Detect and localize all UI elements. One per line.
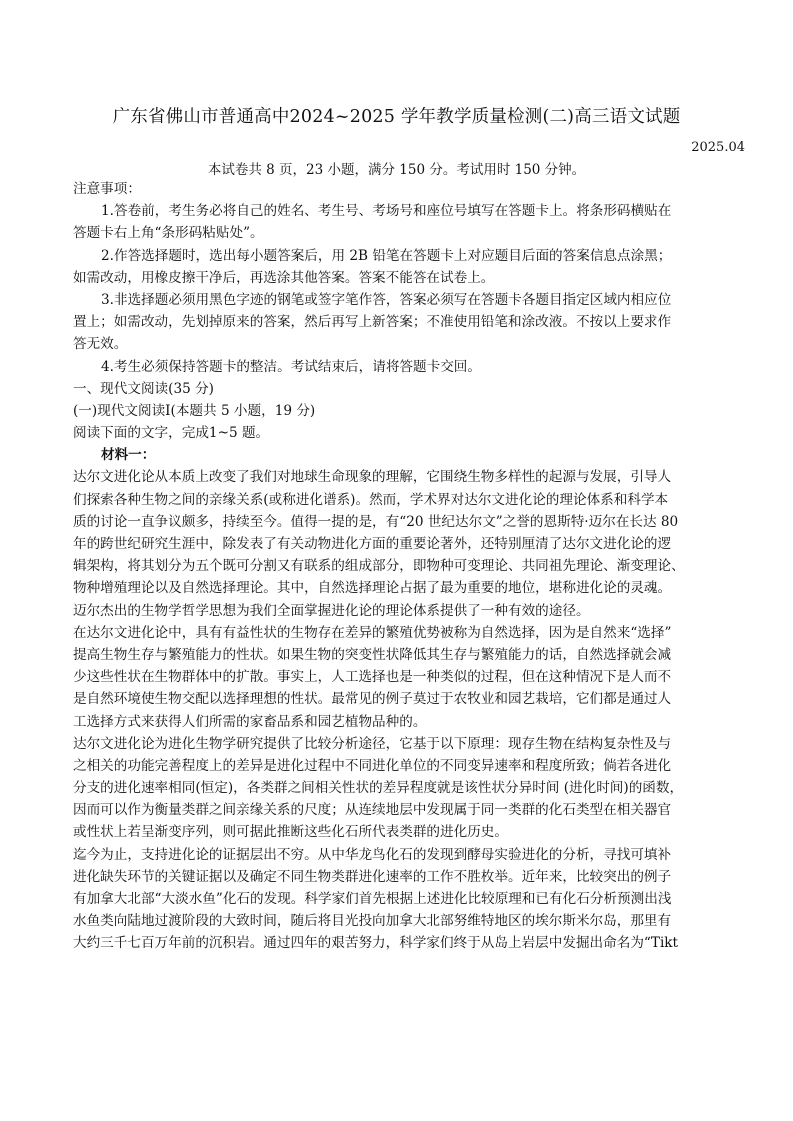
- passage-line: 之相关的功能完善程度上的差异是进化过程中不同进化单位的不同变异速率和程度所致；倘若各进化: [73, 757, 672, 774]
- passage-line: 达尔文进化论从本质上改变了我们对地球生命现象的理解，它围绕生物多样性的起源与发展，引导人: [73, 469, 672, 486]
- notice-item-1: 1.答卷前，考生务必将自己的姓名、考生号、考场号和座位号填写在答题卡上。将条形码横贴在: [101, 203, 672, 220]
- notice-item-3-end: 答无效。: [73, 336, 128, 353]
- notice-item-2-cont: 如需改动，用橡皮擦干净后，再选涂其他答案。答案不能答在试卷上。: [73, 269, 495, 286]
- notice-item-3-cont: 置上；如需改动，先划掉原来的答案，然后再写上新答案；不准使用铅笔和涂改液。不按以上要求作: [73, 314, 672, 331]
- passage-line: 辑架构，将其划分为五个既可分割又有联系的组成部分，即物种可变理论、共同祖先理论、渐变理论、: [73, 558, 685, 575]
- passage-line: 质的讨论一直争议颇多，持续至今。值得一提的是，有“20 世纪达尔文”之誉的恩斯特·迈尔在长达 80: [73, 513, 679, 530]
- passage-line: 进化缺失环节的关键证据以及确定不同生物类群进化速率的工作不胜枚举。近年来，比较突出的例子: [73, 868, 672, 885]
- passage-line: 年的跨世纪研究生涯中，除发表了有关动物进化方面的重要论著外，还特别厘清了达尔文进化论的逻: [73, 536, 672, 552]
- passage-line: 因而可以作为衡量类群之间亲缘关系的尺度；从连续地层中发现属于同一类群的化石类型在相关器官: [73, 802, 672, 819]
- passage-line: 是自然环境使生物交配以选择理想的性状。最常见的例子莫过于农牧业和园艺栽培，它们都是通过人: [73, 691, 672, 708]
- passage-line: 在达尔文进化论中，具有有益性状的生物存在差异的繁殖优势被称为自然选择，因为是自然来“选择”: [73, 624, 672, 641]
- notice-item-3: 3.非选择题必须用黑色字迹的钢笔或签字笔作答，答案必须写在答题卡各题目指定区域内相应位: [101, 291, 672, 308]
- passage-line: 物种增殖理论以及自然选择理论。其中，自然选择理论占据了最为重要的地位，堪称进化论的灵魂。: [73, 580, 672, 597]
- passage-paragraph-2: [73, 622, 721, 733]
- document-body: [73, 178, 721, 955]
- reading-instruction: 阅读下面的文字，完成1~5 题。: [73, 425, 270, 442]
- passage-line: 或性状上若呈渐变序列，则可据此推断这些化石所代表类群的进化历史。: [73, 824, 508, 841]
- passage-line: 少这些性状在生物群体中的扩散。事实上，人工选择也是一种类似的过程，但在这种情况下是人而不: [73, 669, 672, 686]
- passage-paragraph-4: [73, 844, 721, 955]
- passage-line: 工选择方式来获得人们所需的家畜品系和园艺植物品种的。: [73, 713, 427, 730]
- passage-line: 分支的进化速率相同(恒定)，各类群之间相关性状的差异程度就是该性状分异时间 (进化时间)的函数，: [73, 780, 684, 797]
- passage-line: 迄今为止，支持进化论的证据层出不穷。从中华龙鸟化石的发现到酵母实验进化的分析，寻找可填补: [73, 846, 672, 863]
- passage-line: 有加拿大北部“大淡水鱼”化石的发现。科学家们首先根据上述进化比较原理和已有化石分析预测出浅: [73, 891, 672, 907]
- notice-item-2: 2.作答选择题时，选出每小题答案后，用 2B 铅笔在答题卡上对应题目后面的答案信息点涂黑；: [101, 247, 672, 264]
- page-title: 广东省佛山市普通高中2024~2025 学年教学质量检测(二)高三语文试题: [112, 107, 681, 127]
- passage-line: 达尔文进化论为进化生物学研究提供了比较分析途径，它基于以下原理：现存生物在结构复杂性及与: [73, 735, 672, 752]
- passage-line: 迈尔杰出的生物学哲学思想为我们全面掌握进化论的理论体系提供了一种有效的途径。: [73, 602, 590, 619]
- subsection-heading: (一)现代文阅读Ⅰ(本题共 5 小题，19 分): [73, 402, 316, 419]
- section-heading: 一、现代文阅读(35 分): [73, 380, 214, 397]
- exam-date: 2025.04: [691, 140, 745, 155]
- notice-item-4: 4.考生必须保持答题卡的整洁。考试结束后，请将答题卡交回。: [101, 358, 481, 375]
- material-label: 材料一：: [101, 447, 156, 464]
- notice-item-1-cont: 答题卡右上角“条形码粘贴处”。: [73, 225, 264, 242]
- notice-heading: 注意事项：: [73, 181, 141, 197]
- passage-line: 提高生物生存与繁殖能力的性状。如果生物的突变性状降低其生存与繁殖能力的话，自然选择就会减: [73, 646, 672, 663]
- exam-info: 本试卷共 8 页，23 小题，满分 150 分。考试用时 150 分钟。: [207, 162, 586, 178]
- passage-line: 水鱼类向陆地过渡阶段的大致时间，随后将目光投向加拿大北部努维特地区的埃尔斯米尔岛，那里有: [73, 913, 672, 930]
- passage-paragraph-3: [73, 733, 721, 844]
- passage-line: 们探索各种生物之间的亲缘关系(或称进化谱系)。然而，学术界对达尔文进化论的理论体系和科学本: [73, 491, 669, 508]
- passage-paragraph-1: [73, 466, 721, 621]
- passage-line: 大约三千七百万年前的沉积岩。通过四年的艰苦努力，科学家们终于从岛上岩层中发掘出命名为“Tikt: [73, 935, 678, 952]
